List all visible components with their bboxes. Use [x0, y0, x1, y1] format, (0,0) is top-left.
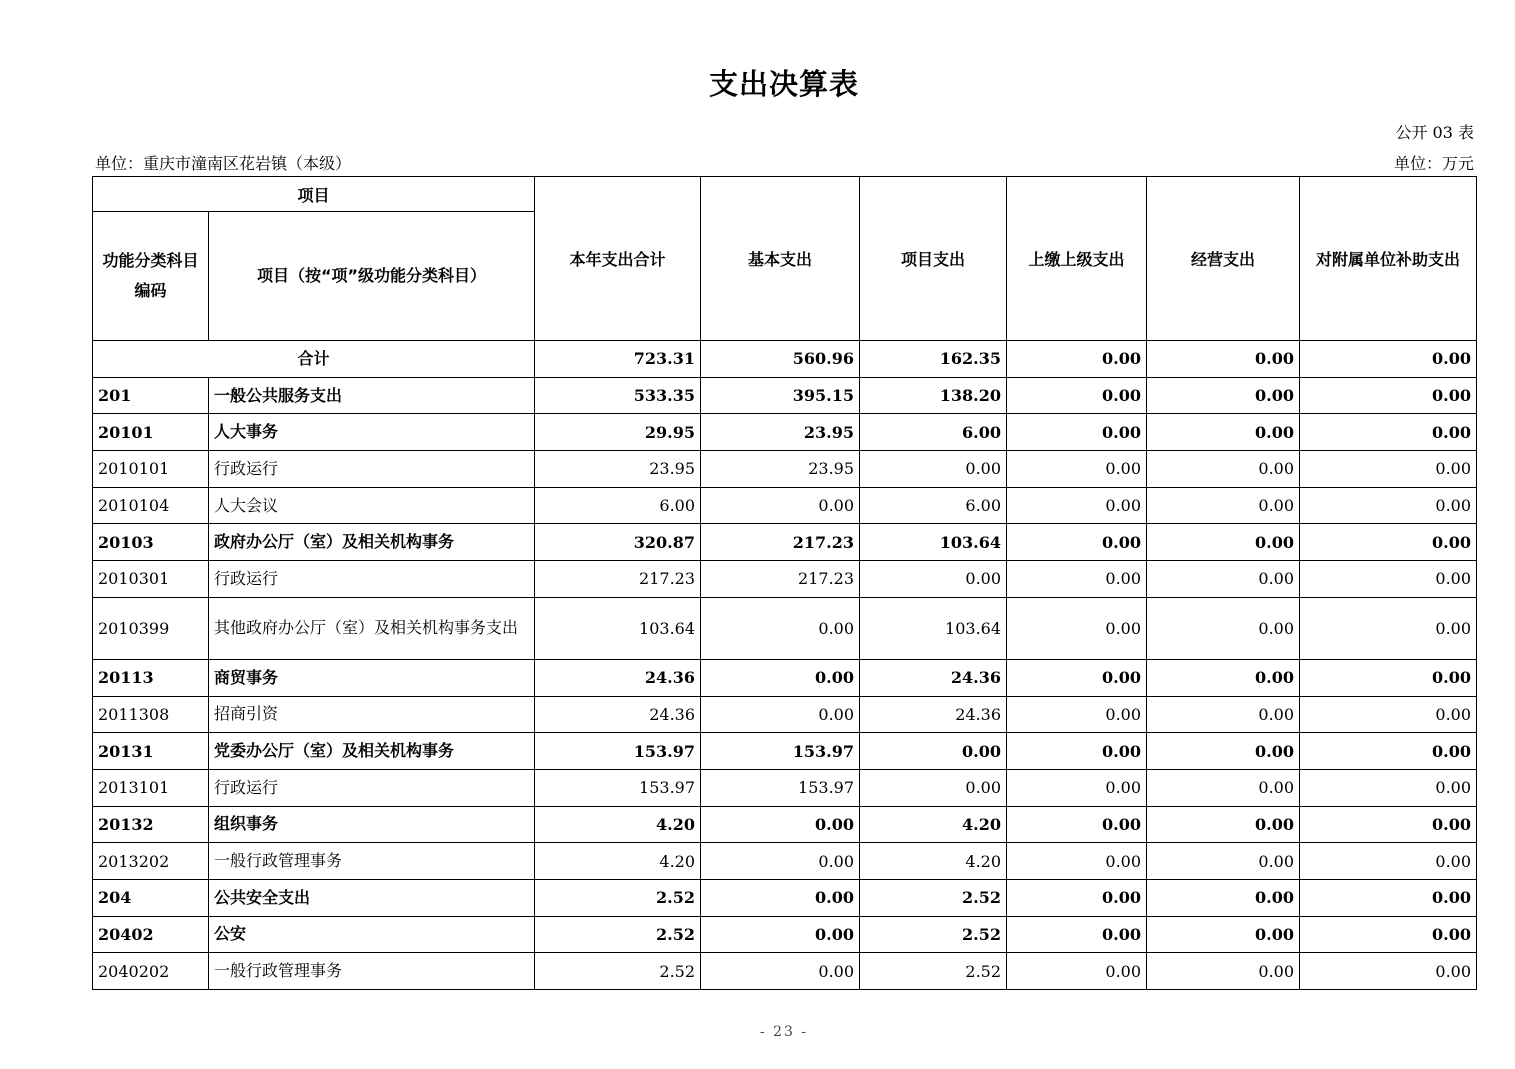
row-value: 0.00 [701, 696, 860, 733]
row-value: 103.64 [535, 597, 701, 659]
row-name: 商贸事务 [209, 659, 535, 696]
row-value: 0.00 [1147, 377, 1300, 414]
header-total: 本年支出合计 [535, 177, 701, 341]
row-code: 20402 [93, 916, 209, 953]
row-value: 6.00 [535, 487, 701, 524]
row-value: 23.95 [535, 451, 701, 488]
row-value: 2.52 [535, 879, 701, 916]
row-value: 0.00 [1300, 879, 1477, 916]
header-business: 经营支出 [1147, 177, 1300, 341]
row-value: 0.00 [1147, 953, 1300, 990]
row-code: 20103 [93, 524, 209, 561]
row-value: 6.00 [860, 487, 1007, 524]
row-code: 20132 [93, 806, 209, 843]
row-value: 0.00 [1300, 487, 1477, 524]
row-value: 217.23 [701, 524, 860, 561]
row-value: 138.20 [860, 377, 1007, 414]
row-name: 其他政府办公厅（室）及相关机构事务支出 [209, 597, 535, 659]
row-name: 人大事务 [209, 414, 535, 451]
row-code: 2040202 [93, 953, 209, 990]
row-value: 0.00 [701, 806, 860, 843]
row-code: 2010104 [93, 487, 209, 524]
row-value: 0.00 [1007, 806, 1147, 843]
table-row [93, 659, 1477, 696]
row-value: 0.00 [1147, 524, 1300, 561]
row-name: 招商引资 [209, 696, 535, 733]
row-value: 533.35 [535, 377, 701, 414]
row-code: 2013202 [93, 843, 209, 880]
header-basic: 基本支出 [701, 177, 860, 341]
row-code: 2010301 [93, 561, 209, 598]
row-name: 行政运行 [209, 451, 535, 488]
row-value: 0.00 [1007, 843, 1147, 880]
row-value: 0.00 [701, 843, 860, 880]
row-value: 6.00 [860, 414, 1007, 451]
row-value: 0.00 [1147, 916, 1300, 953]
row-value: 0.00 [1147, 597, 1300, 659]
row-name: 一般行政管理事务 [209, 843, 535, 880]
row-value: 0.00 [1300, 451, 1477, 488]
table-row [93, 806, 1477, 843]
row-name: 一般公共服务支出 [209, 377, 535, 414]
row-code: 2013101 [93, 769, 209, 806]
row-value: 0.00 [701, 916, 860, 953]
total-value: 0.00 [1147, 341, 1300, 378]
table-row [93, 597, 1477, 659]
row-value: 0.00 [1300, 733, 1477, 770]
row-value: 29.95 [535, 414, 701, 451]
row-value: 23.95 [701, 414, 860, 451]
row-name: 行政运行 [209, 769, 535, 806]
row-code: 2010101 [93, 451, 209, 488]
expenditure-table [92, 176, 1477, 990]
row-value: 0.00 [1147, 451, 1300, 488]
row-value: 0.00 [860, 561, 1007, 598]
row-value: 103.64 [860, 597, 1007, 659]
unit-organization: 单位：重庆市潼南区花岩镇（本级） [95, 154, 352, 173]
row-value: 0.00 [1007, 597, 1147, 659]
row-code: 204 [93, 879, 209, 916]
row-value: 0.00 [1300, 659, 1477, 696]
row-value: 0.00 [1147, 659, 1300, 696]
row-code: 20101 [93, 414, 209, 451]
row-value: 217.23 [701, 561, 860, 598]
row-value: 217.23 [535, 561, 701, 598]
row-value: 0.00 [1007, 487, 1147, 524]
row-value: 0.00 [1007, 953, 1147, 990]
row-value: 4.20 [535, 843, 701, 880]
row-value: 0.00 [1147, 806, 1300, 843]
row-value: 0.00 [1300, 806, 1477, 843]
table-body [93, 341, 1477, 990]
row-value: 0.00 [860, 769, 1007, 806]
row-value: 0.00 [1007, 696, 1147, 733]
total-value: 0.00 [1007, 341, 1147, 378]
row-code: 20131 [93, 733, 209, 770]
row-value: 0.00 [1007, 659, 1147, 696]
row-value: 0.00 [701, 953, 860, 990]
row-value: 2.52 [860, 916, 1007, 953]
row-value: 0.00 [1300, 524, 1477, 561]
row-value: 2.52 [535, 953, 701, 990]
table-row [93, 414, 1477, 451]
row-value: 0.00 [1300, 769, 1477, 806]
row-value: 0.00 [860, 733, 1007, 770]
unit-currency: 单位：万元 [1393, 154, 1474, 173]
row-value: 0.00 [1147, 696, 1300, 733]
row-value: 4.20 [860, 843, 1007, 880]
row-name: 人大会议 [209, 487, 535, 524]
page-title: 支出决算表 [708, 67, 859, 101]
row-name: 政府办公厅（室）及相关机构事务 [209, 524, 535, 561]
row-value: 0.00 [1300, 597, 1477, 659]
header-project: 项目支出 [860, 177, 1007, 341]
row-value: 0.00 [1007, 733, 1147, 770]
row-value: 0.00 [1300, 953, 1477, 990]
table-row [93, 696, 1477, 733]
row-value: 0.00 [1300, 377, 1477, 414]
row-value: 153.97 [535, 733, 701, 770]
table-row [93, 879, 1477, 916]
row-value: 2.52 [860, 953, 1007, 990]
row-value: 320.87 [535, 524, 701, 561]
row-code: 20113 [93, 659, 209, 696]
row-value: 0.00 [860, 451, 1007, 488]
row-value: 24.36 [535, 696, 701, 733]
row-code: 2010399 [93, 597, 209, 659]
table-row [93, 377, 1477, 414]
row-value: 0.00 [1300, 843, 1477, 880]
row-value: 24.36 [860, 659, 1007, 696]
row-value: 0.00 [701, 659, 860, 696]
row-value: 0.00 [1007, 524, 1147, 561]
row-value: 0.00 [1007, 414, 1147, 451]
row-code: 201 [93, 377, 209, 414]
row-value: 24.36 [535, 659, 701, 696]
total-value: 560.96 [701, 341, 860, 378]
total-label: 合计 [93, 341, 535, 378]
table-row [93, 733, 1477, 770]
table-row [93, 524, 1477, 561]
row-value: 0.00 [1147, 561, 1300, 598]
total-value: 162.35 [860, 341, 1007, 378]
row-value: 0.00 [1300, 414, 1477, 451]
row-name: 公共安全支出 [209, 879, 535, 916]
row-value: 2.52 [535, 916, 701, 953]
row-value: 0.00 [1147, 733, 1300, 770]
header-name: 项目（按“项”级功能分类科目） [209, 212, 535, 341]
row-value: 0.00 [701, 597, 860, 659]
row-value: 0.00 [1300, 561, 1477, 598]
table-row [93, 451, 1477, 488]
row-value: 0.00 [1147, 879, 1300, 916]
header-subsidy: 对附属单位补助支出 [1300, 177, 1477, 341]
row-value: 0.00 [1147, 769, 1300, 806]
row-value: 2.52 [860, 879, 1007, 916]
table-row [93, 561, 1477, 598]
row-value: 0.00 [1007, 879, 1147, 916]
row-value: 0.00 [1300, 696, 1477, 733]
total-value: 0.00 [1300, 341, 1477, 378]
table-row [93, 916, 1477, 953]
table-row [93, 843, 1477, 880]
row-value: 0.00 [1007, 916, 1147, 953]
page-number: - 23 - [759, 1024, 809, 1040]
header-upper: 上缴上级支出 [1007, 177, 1147, 341]
total-value: 723.31 [535, 341, 701, 378]
row-value: 0.00 [1147, 414, 1300, 451]
header-code: 功能分类科目编码 [93, 212, 209, 341]
row-value: 153.97 [701, 769, 860, 806]
row-value: 0.00 [1007, 769, 1147, 806]
table-row [93, 953, 1477, 990]
row-value: 0.00 [1007, 377, 1147, 414]
row-value: 0.00 [1007, 451, 1147, 488]
row-value: 0.00 [701, 487, 860, 524]
row-name: 行政运行 [209, 561, 535, 598]
row-value: 0.00 [1300, 916, 1477, 953]
header-item-group: 项目 [93, 177, 535, 212]
row-value: 153.97 [701, 733, 860, 770]
row-code: 2011308 [93, 696, 209, 733]
row-value: 103.64 [860, 524, 1007, 561]
table-row [93, 769, 1477, 806]
row-value: 0.00 [701, 879, 860, 916]
row-value: 4.20 [860, 806, 1007, 843]
form-number: 公开 03 表 [1395, 123, 1474, 142]
row-name: 组织事务 [209, 806, 535, 843]
row-name: 一般行政管理事务 [209, 953, 535, 990]
row-value: 0.00 [1147, 487, 1300, 524]
row-value: 153.97 [535, 769, 701, 806]
total-row [93, 341, 1477, 378]
table-row [93, 487, 1477, 524]
row-value: 4.20 [535, 806, 701, 843]
row-value: 0.00 [1007, 561, 1147, 598]
row-value: 395.15 [701, 377, 860, 414]
row-value: 0.00 [1147, 843, 1300, 880]
row-value: 24.36 [860, 696, 1007, 733]
row-name: 公安 [209, 916, 535, 953]
row-name: 党委办公厅（室）及相关机构事务 [209, 733, 535, 770]
row-value: 23.95 [701, 451, 860, 488]
